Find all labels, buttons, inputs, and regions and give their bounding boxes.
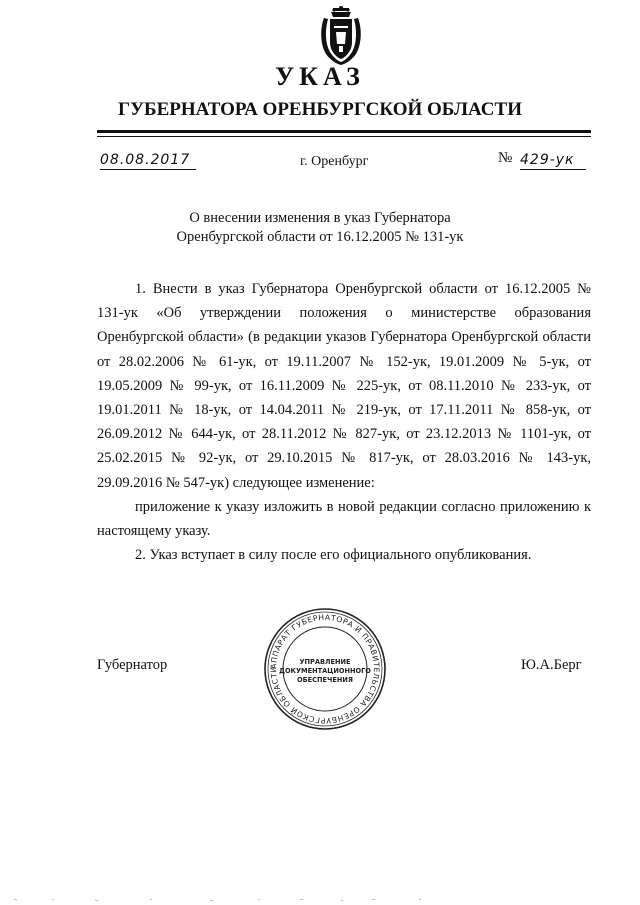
- document-title: УКАЗ: [275, 62, 365, 91]
- stamp-center-line-3: ОБЕСПЕЧЕНИЯ: [297, 676, 353, 684]
- body-paragraph-3: 2. Указ вступает в силу после его официального опубликования.: [135, 547, 532, 564]
- document-city: г. Оренбург: [300, 154, 369, 169]
- decree-body: [97, 277, 591, 567]
- decree-heading-line-1: О внесении изменения в указ Губернатора: [189, 210, 451, 226]
- stamp-center-line-2: ДОКУМЕНТАЦИОННОГО: [279, 667, 371, 675]
- header-divider-thin: [97, 136, 591, 137]
- signatory-position: Губернатор: [97, 657, 168, 673]
- decree-heading: [120, 209, 520, 247]
- body-paragraph-1: 1. Внести в указ Губернатора Оренбургской области от 16.12.2005 № 131-ук «Об утверждении положения о министерстве образования Оренбургской области» (в редакции указов Губернатора Оренбургской области от 28.02.2006 № 61-ук, от 19.11.2007 № 152-ук, 19.01.2009 № 5-ук, от 19.05.2009 № 99-ук, от 16.11.2009 № 225-ук, от 08.11.2010 № 233-ук, от 19.01.2011 № 18-ук, от 14.04.2011 № 219-ук, от 17.11.2011 № 858-ук, от 26.09.2012 № 644-ук, от 28.11.2012 № 827-ук, от 23.12.2013 № 1101-ук, от 25.02.2015 № 92-ук, от 29.10.2015 № 817-ук, от 28.03.2016 № 143-ук, 29.09.2016 № 547-ук) следующее изменение:: [97, 281, 591, 491]
- stamp-ring-text: АППАРАТ ГУБЕРНАТОРА И ПРАВИТЕЛЬСТВА ОРЕНБУРГСКОЙ ОБЛАСТИ: [268, 612, 382, 726]
- coat-of-arms-icon: [318, 6, 364, 66]
- signatory-name: Ю.А.Берг: [521, 657, 582, 673]
- document-subtitle: ГУБЕРНАТОРА ОРЕНБУРГСКОЙ ОБЛАСТИ: [118, 99, 522, 120]
- body-paragraph-2: приложение к указу изложить в новой редакции согласно приложению к настоящему указу.: [97, 498, 591, 540]
- official-stamp: [262, 606, 388, 732]
- document-number-label: №: [498, 150, 513, 166]
- header-divider-thick: [97, 130, 591, 133]
- scan-artifacts: [0, 897, 640, 903]
- document-date: 08.08.2017: [100, 152, 196, 170]
- document-number: 429-ук: [520, 152, 586, 170]
- stamp-center-line-1: УПРАВЛЕНИЕ: [299, 658, 351, 666]
- decree-heading-line-2: Оренбургской области от 16.12.2005 № 131-ук: [176, 229, 464, 245]
